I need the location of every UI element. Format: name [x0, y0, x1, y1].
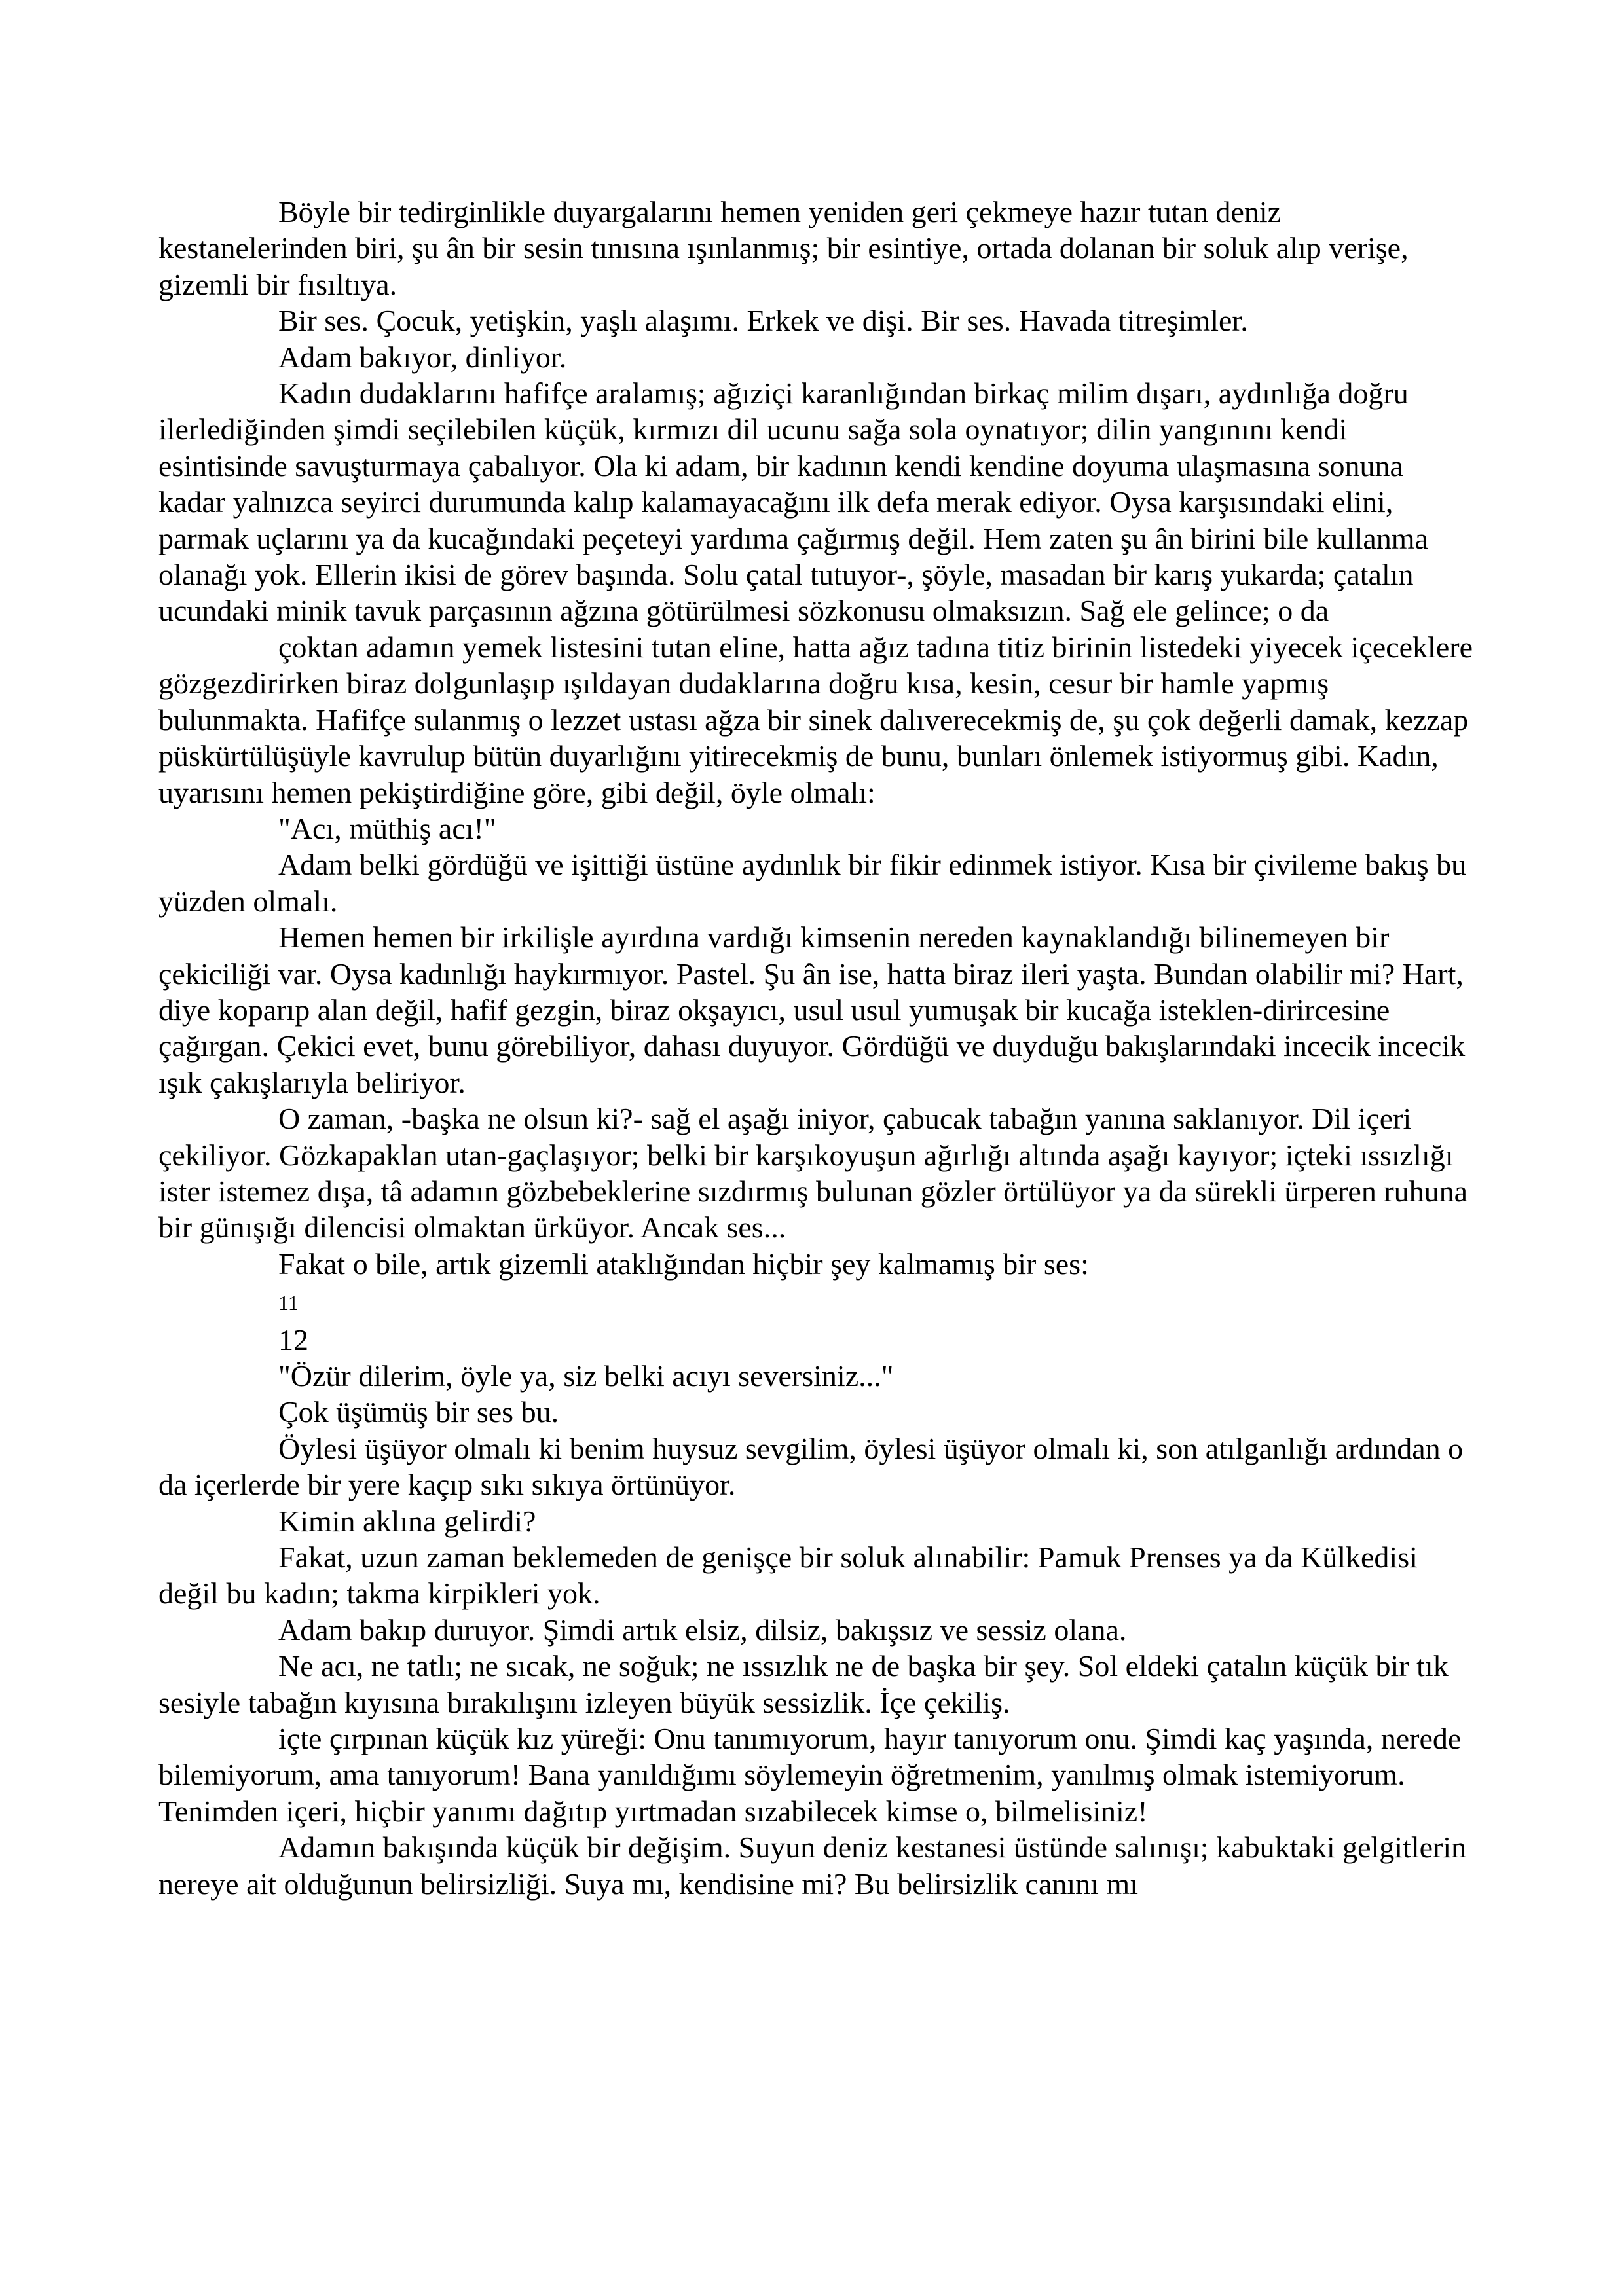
page-number-mark	[158, 1282, 1475, 1321]
paragraph: "Özür dilerim, öyle ya, siz belki acıyı seversiniz..."	[278, 1359, 894, 1393]
paragraph: O zaman, -başka ne olsun ki?- sağ el aşağı iniyor, çabucak tabağın yanına saklanıyor. Dil içeri çekiliyor. Gözkapaklan utan-gaçlaşıyor; belki bir karşıkoyuşun ağırlığı altında aşağı kayıyor; içteki ıssızlığı ister istemez dışa, tâ adamın gözbebeklerine sızdırmış bulunan gözler örtülüyor ya da sürekli ürperen ruhuna bir günışığı dilencisi olmaktan ürküyor. Ancak ses...	[158, 1102, 1468, 1245]
paragraph: Kadın dudaklarını hafifçe aralamış; ağıziçi karanlığından birkaç milim dışarı, aydınlığa doğru ilerlediğinden şimdi seçilebilen küçük, kırmızı dil ucunu sağa sola oynatıyor; dilin yangınını kendi esintisinde savuşturmaya çabalıyor. Ola ki adam, bir kadının kendi kendine doyuma ulaşmasına sonuna kadar yalnızca seyirci durumunda kalıp kalamayacağını ilk defa merak ediyor. Oysa karşısındaki elini, parmak uçlarını ya da kucağındaki peçeteyi yardıma çağırmış değil. Hem zaten şu ân birini bile kullanma olanağı yok. Ellerin ikisi de görev başında. Solu çatal tutuyor-, şöyle, masadan bir karış yukarda; çatalın ucundaki minik tavuk parçasının ağzına götürülmesi sözkonusu olmaksızın. Sağ ele gelince; o da	[158, 376, 1428, 628]
page-number-mark	[158, 1322, 1475, 1358]
paragraph: içte çırpınan küçük kız yüreği: Onu tanımıyorum, hayır tanıyorum onu. Şimdi kaç yaşında, nerede bilemiyorum, ama tanıyorum! Bana yanıldığımı söylemeyin öğretmenim, yanılmış olmak istemiyorum. Tenimden içeri, hiçbir yanımı dağıtıp yırtmadan sızabilecek kimse o, bilmelisiniz!	[158, 1722, 1462, 1828]
paragraph: Adam bakıyor, dinliyor.	[278, 340, 567, 374]
page-number-11: 11	[278, 1291, 299, 1315]
paragraph: Çok üşümüş bir ses bu.	[278, 1395, 559, 1429]
paragraph: Bir ses. Çocuk, yetişkin, yaşlı alaşımı. Erkek ve dişi. Bir ses. Havada titreşimler.	[278, 304, 1248, 338]
paragraph: Adam belki gördüğü ve işittiği üstüne aydınlık bir fikir edinmek istiyor. Kısa bir çivileme bakış bu yüzden olmalı.	[158, 848, 1467, 918]
paragraph: Öylesi üşüyor olmalı ki benim huysuz sevgilim, öylesi üşüyor olmalı ki, son atılganlığı ardından o da içerlerde bir yere kaçıp sıkı sıkıya örtünüyor.	[158, 1431, 1464, 1502]
paragraph: Adamın bakışında küçük bir değişim. Suyun deniz kestanesi üstünde salınışı; kabuktaki gelgitlerin nereye ait olduğunun belirsizliği. Suya mı, kendisine mi? Bu belirsizlik canını mı	[158, 1831, 1467, 1901]
paragraph: Kimin aklına gelirdi?	[278, 1504, 536, 1538]
paragraph: çoktan adamın yemek listesini tutan eline, hatta ağız tadına titiz birinin listedeki yiyecek içeceklere gözgezdirirken biraz dolgunlaşıp ışıldayan dudaklarına doğru kısa, kesin, cesur bir hamle yapmış bulunmakta. Hafifçe sulanmış o lezzet ustası ağza bir sinek dalıverecekmiş de, şu çok değerli damak, kezzap püskürtülüşüyle kavrulup bütün duyarlığını yitirecekmiş de bunu, bunları önlemek istiyormuş gibi. Kadın, uyarısını hemen pekiştirdiğine göre, gibi değil, öyle olmalı:	[158, 630, 1473, 809]
paragraph: Ne acı, ne tatlı; ne sıcak, ne soğuk; ne ıssızlık ne de başka bir şey. Sol eldeki çatalın küçük bir tık sesiyle tabağın kıyısına bırakılışını izleyen büyük sessizlik. İçe çekiliş.	[158, 1649, 1449, 1719]
paragraph: Fakat, uzun zaman beklemeden de genişçe bir soluk alınabilir: Pamuk Prenses ya da Külkedisi değil bu kadın; takma kirpikleri yok.	[158, 1540, 1418, 1611]
paragraph: Fakat o bile, artık gizemli ataklığından hiçbir şey kalmamış bir ses:	[278, 1247, 1089, 1281]
paragraph: Böyle bir tedirginlikle duyargalarını hemen yeniden geri çekmeye hazır tutan deniz kestanelerinden biri, şu ân bir sesin tınısına ışınlanmış; bir esintiye, ortada dolanan bir soluk alıp verişe, gizemli bir fısıltıya.	[158, 195, 1409, 301]
body-text	[158, 194, 1475, 1902]
paragraph: Hemen hemen bir irkilişle ayırdına vardığı kimsenin nereden kaynaklandığı bilinemeyen bir çekiciliği var. Oysa kadınlığı haykırmıyor. Pastel. Şu ân ise, hatta biraz ileri yaşta. Bundan olabilir mi? Hart, diye koparıp alan değil, hafif gezgin, biraz okşayıcı, usul usul yumuşak bir kucağa isteklen-dirircesine çağırgan. Çekici evet, bunu görebiliyor, dahası duyuyor. Gördüğü ve duyduğu bakışlarındaki incecik incecik ışık çakışlarıyla beliriyor.	[158, 920, 1466, 1099]
page-number-12: 12	[278, 1322, 308, 1357]
paragraph: "Acı, müthiş acı!"	[278, 811, 496, 845]
paragraph: Adam bakıp duruyor. Şimdi artık elsiz, dilsiz, bakışsız ve sessiz olana.	[278, 1613, 1127, 1647]
